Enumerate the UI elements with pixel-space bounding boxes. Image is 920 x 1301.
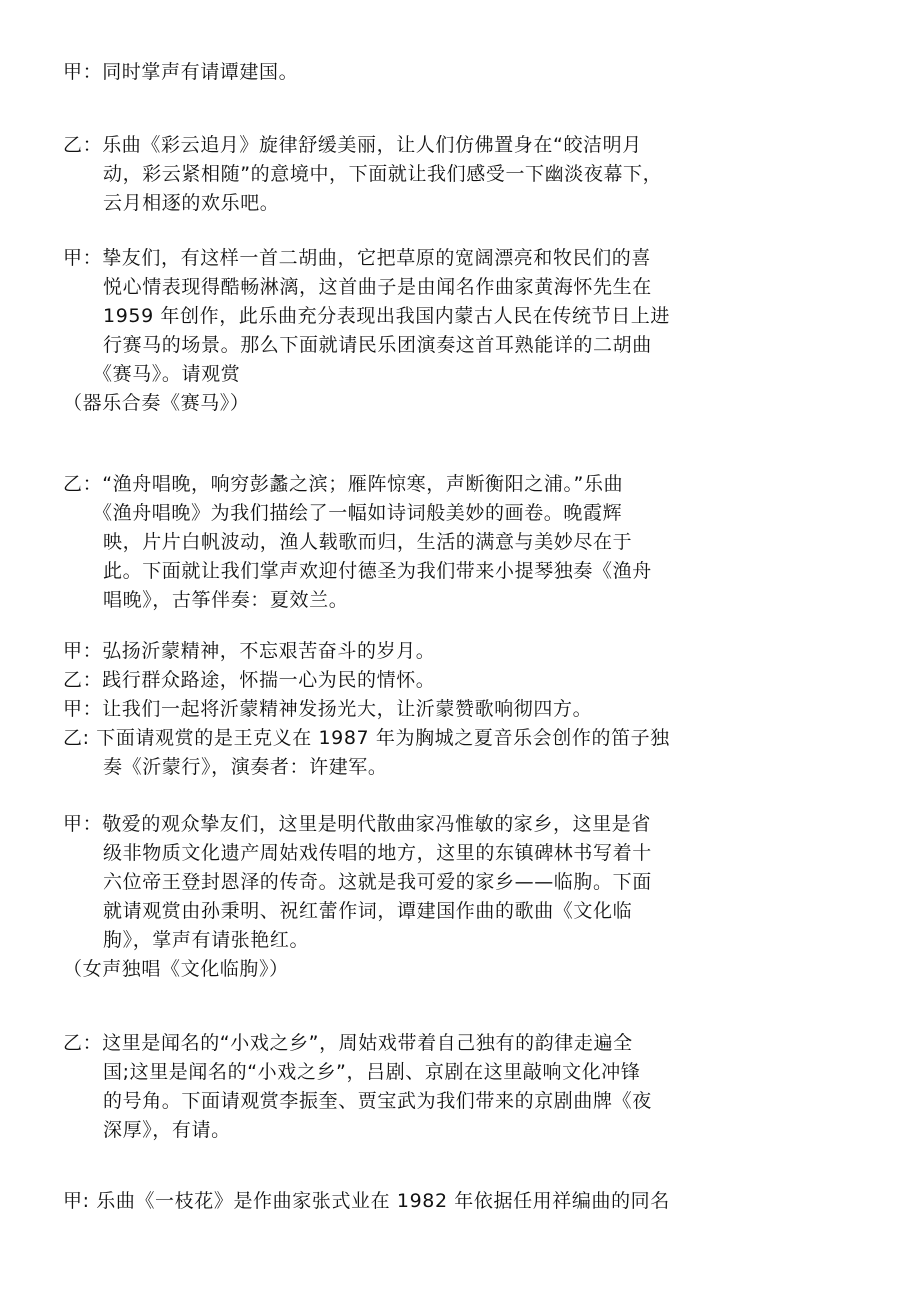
text-line: 1959 年创作，此乐曲充分表现出我国内蒙古人民在传统节日上进 (103, 305, 670, 327)
text-line: 乙: 下面请观赏的是王克义在 1987 年为胸城之夏音乐会创作的笛子独 (63, 727, 670, 749)
text-line: 行赛马的场景。那么下面就请民乐团演奏这首耳熟能详的二胡曲 (103, 334, 652, 356)
text-line: 《赛马》。请观赏 (93, 363, 241, 385)
text-line: 悦心情表现得酷畅淋漓，这首曲子是由闻名作曲家黄海怀先生在 (103, 276, 652, 298)
text-line: 甲：让我们一起将沂蒙精神发扬光大，让沂蒙赞歌响彻四方。 (63, 698, 593, 720)
text-line: 深厚》，有请。 (103, 1119, 231, 1141)
text-line: 的号角。下面请观赏李振奎、贾宝武为我们带来的京剧曲牌《夜 (103, 1090, 652, 1112)
text-line: 《渔舟唱晚》为我们描绘了一幅如诗词般美妙的画卷。晚霞辉 (93, 502, 623, 524)
text-line: 级非物质文化遗产周姑戏传唱的地方，这里的东镇碑林书写着十 (103, 842, 652, 864)
text-line: 六位帝王登封恩泽的传奇。这就是我可爱的家乡——临朐。下面 (103, 871, 652, 893)
stage-direction: （女声独唱《文化临朐》） (63, 958, 289, 980)
text-line: 乙：这里是闻名的“小戏之乡”，周姑戏带着自己独有的韵律走遍全 (63, 1032, 633, 1054)
text-line: 甲: 乐曲《一枝花》是作曲家张式业在 1982 年依据任用祥编曲的同名 (63, 1190, 670, 1212)
text-line: 动，彩云紧相随”的意境中，下面就让我们感受一下幽淡夜幕下， (103, 163, 663, 185)
text-line: 云月相逐的欢乐吧。 (103, 192, 280, 214)
text-line: 甲：弘扬沂蒙精神，不忘艰苦奋斗的岁月。 (63, 640, 436, 662)
text-line: 乙：“渔舟唱晚，响穷彭蠡之滨；雁阵惊寒，声断衡阳之浦。”乐曲 (63, 473, 624, 495)
text-line: 此。下面就让我们掌声欢迎付德圣为我们带来小提琴独奏《渔舟 (103, 560, 652, 582)
text-line: 映，片片白帆波动，渔人载歌而归，生活的满意与美妙尽在于 (103, 531, 633, 553)
text-line: 朐》，掌声有请张艳红。 (103, 929, 310, 951)
text-line: 甲：挚友们，有这样一首二胡曲，它把草原的宽阔漂亮和牧民们的喜 (63, 247, 652, 269)
text-line: 国;这里是闻名的“小戏之乡”，吕剧、京剧在这里敲响文化冲锋 (103, 1061, 641, 1083)
text-line: 甲：同时掌声有请谭建国。 (63, 61, 299, 83)
text-line: 甲：敬爱的观众挚友们，这里是明代散曲家冯惟敏的家乡，这里是省 (63, 813, 652, 835)
text-line: 乙：践行群众路途，怀揣一心为民的情怀。 (63, 669, 436, 691)
text-line: 乙：乐曲《彩云追月》旋律舒缓美丽，让人们仿佛置身在“皎洁明月 (63, 134, 642, 156)
text-line: 就请观赏由孙秉明、祝红蕾作词，谭建国作曲的歌曲《文化临 (103, 900, 633, 922)
text-line: 唱晚》，古筝伴奏：夏效兰。 (103, 589, 349, 611)
stage-direction: （器乐合奏《赛马》） (63, 392, 250, 414)
text-line: 奏《沂蒙行》，演奏者：许建军。 (103, 756, 388, 778)
